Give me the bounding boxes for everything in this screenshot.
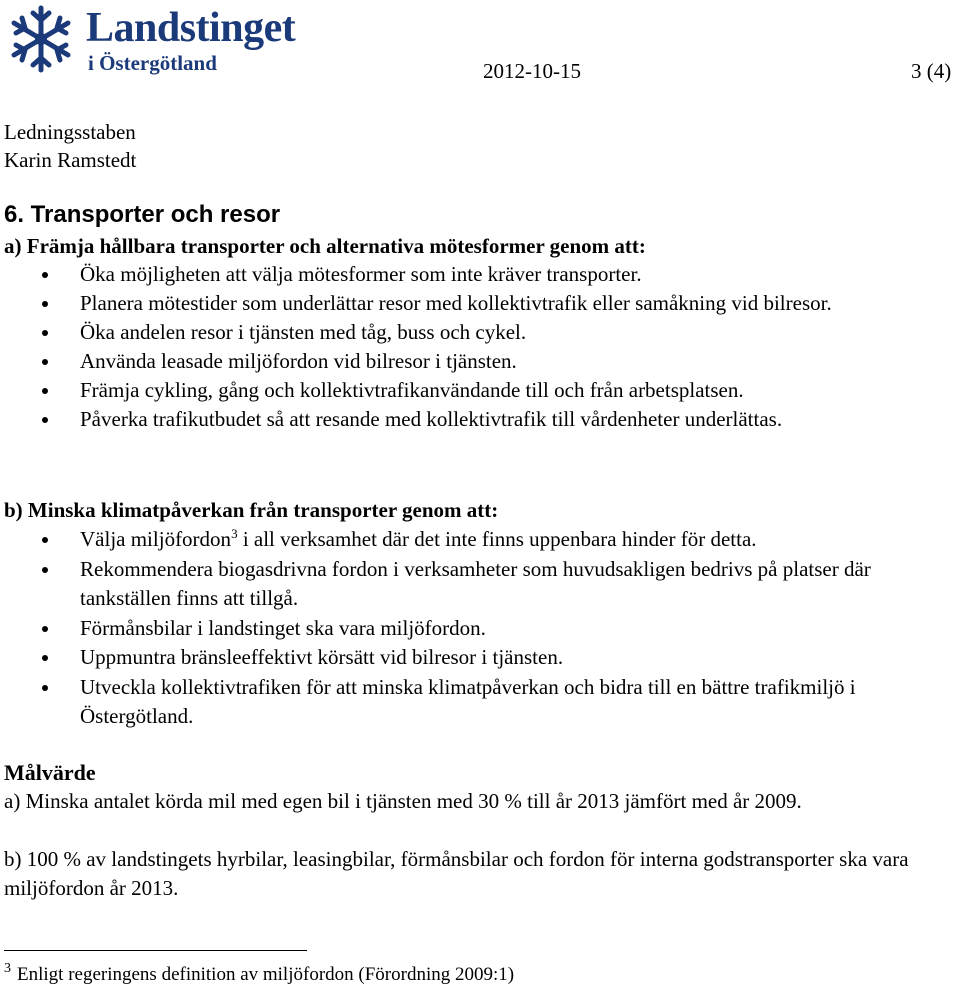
list-item: Planera mötestider som underlättar resor med kollektivtrafik eller samåkning vid bilresor. <box>0 289 940 318</box>
subheading-b: b) Minska klimatpåverkan från transporter genom att: <box>4 498 499 522</box>
list-item: Använda leasade miljöfordon vid bilresor i tjänsten. <box>0 347 940 376</box>
bullet-icon <box>42 359 48 365</box>
bullet-icon <box>42 330 48 336</box>
sender-department: Ledningsstaben <box>4 120 136 144</box>
document-date: 2012-10-15 <box>483 59 581 83</box>
list-item: Utveckla kollektivtrafiken för att minska klimatpåverkan och bidra till en bättre trafikmiljö i Östergötland. <box>0 673 940 732</box>
list-item: Främja cykling, gång och kollektivtrafikanvändande till och från arbetsplatsen. <box>0 376 940 405</box>
sender-block <box>4 118 136 174</box>
bullet-icon <box>42 537 48 543</box>
subheading-a: a) Främja hållbara transporter och alternativa mötesformer genom att: <box>4 234 646 258</box>
bullet-icon <box>42 626 48 632</box>
logo-subtitle: i Östergötland <box>88 51 217 75</box>
footnote-divider <box>4 950 307 951</box>
list-item: Öka möjligheten att välja mötesformer som inte kräver transporter. <box>0 260 940 289</box>
page-number: 3 (4) <box>911 59 952 83</box>
list-item: Påverka trafikutbudet så att resande med kollektivtrafik till vårdenheter underlättas. <box>0 405 940 434</box>
list-item: Rekommendera biogasdrivna fordon i verksamheter som huvudsakligen bedrivs på platser där tankställen finns att tillgå. <box>0 555 940 614</box>
bullet-icon <box>42 567 48 573</box>
logo-wordmark: Landstinget <box>86 5 296 51</box>
list-item: Välja miljöfordon$^3$ i all verksamhet där det inte finns uppenbara hinder för detta. <box>0 525 940 555</box>
bullet-list-a <box>0 260 960 434</box>
list-item: Öka andelen resor i tjänsten med tåg, buss och cykel. <box>0 318 940 347</box>
section-title: 6. Transporter och resor <box>4 201 281 228</box>
footnote-reference: 3 <box>231 526 238 541</box>
sender-name: Karin Ramstedt <box>4 148 137 172</box>
bullet-list-b <box>0 525 960 732</box>
bullet-icon <box>42 685 48 691</box>
list-item: Förmånsbilar i landstinget ska vara miljöfordon. <box>0 614 940 644</box>
footnote-text: Enligt regeringens definition av miljöfordon (Förordning 2009:1) <box>17 964 515 985</box>
list-item: Uppmuntra bränsleeffektivt körsätt vid bilresor i tjänsten. <box>0 643 940 673</box>
bullet-icon <box>42 655 48 661</box>
malvarde-b: b) 100 % av landstingets hyrbilar, leasingbilar, förmånsbilar och fordon för interna godstransporter ska vara miljöfordon år 2013. <box>4 847 909 900</box>
malvarde-a: a) Minska antalet körda mil med egen bil i tjänsten med 30 % till år 2013 jämfört med år 2009. <box>4 789 802 813</box>
landstinget-logo <box>4 2 324 82</box>
bullet-icon <box>42 388 48 394</box>
snowflake-emblem-icon <box>4 2 78 76</box>
bullet-icon <box>42 417 48 423</box>
bullet-icon <box>42 301 48 307</box>
footnote-mark: 3 <box>4 961 11 976</box>
malvarde-heading: Målvärde <box>4 760 96 785</box>
footnote <box>4 962 514 990</box>
bullet-icon <box>42 272 48 278</box>
